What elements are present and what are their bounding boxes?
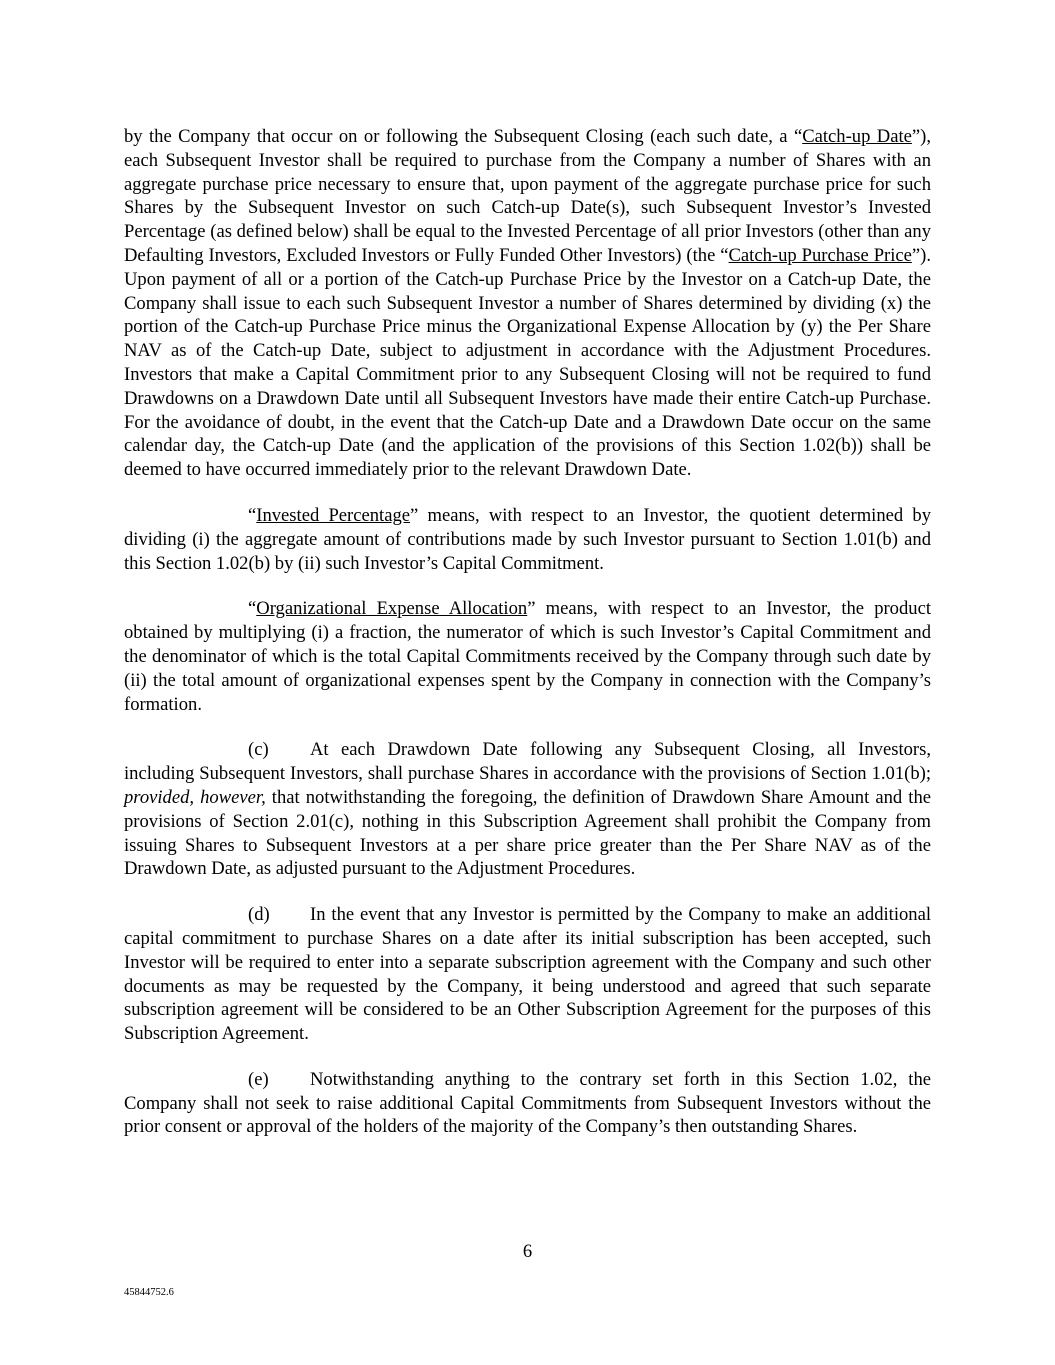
- text: by the Company that occur on or following the Subsequent Closing (each such date, a “: [124, 126, 803, 147]
- document-body: [124, 125, 931, 1161]
- defined-term-catch-up-purchase-price: Catch-up Purchase Price: [728, 244, 912, 266]
- section-label-d: (d): [248, 904, 270, 926]
- text: At each Drawdown Date following any Subsequent Closing, all Investors, including Subsequent Investors, shall purchase Shares in accordance with the provisions of Section 1.01(b);: [124, 739, 931, 785]
- page-number: 6: [522, 1241, 533, 1262]
- text: ” means, with respect to an Investor, the quotient determined by dividing (i) the aggregate amount of contributions made by such Investor pursuant to Section 1.01(b) and this Section 1.02(b) by (ii) such Investor’s Capital Commitment.: [124, 504, 931, 574]
- section-label-e: (e): [248, 1068, 269, 1090]
- defined-term-organizational-expense-allocation: Organizational Expense Allocation: [256, 598, 528, 620]
- paragraph-invested-percentage: [124, 504, 931, 575]
- text: Notwithstanding anything to the contrary set forth in this Section 1.02, the Company shall not seek to raise additional Capital Commitments from Subsequent Investors without the prior consent or approval of the holders of the majority of the Company’s then outstanding Shares.: [124, 1068, 931, 1138]
- open-quote: “: [248, 598, 257, 620]
- section-label-c: (c): [248, 739, 269, 761]
- text: ” means, with respect to an Investor, the product obtained by multiplying (i) a fraction, the numerator of which is such Investor’s Capital Commitment and the denominator of which is the total Capital Commitments received by the Company through such date by (ii) the total amount of organizational expenses spent by the Company in connection with the Company’s formation.: [124, 598, 931, 715]
- document-id: 45844752.6: [124, 1287, 174, 1298]
- paragraph-catch-up: [124, 125, 931, 482]
- open-quote: “: [248, 504, 257, 526]
- italic-proviso: provided, however,: [124, 786, 266, 808]
- paragraph-e: [124, 1068, 931, 1139]
- text: In the event that any Investor is permitted by the Company to make an additional capital commitment to purchase Shares on a date after its initial subscription has been accepted, such Investor will be required to enter into a separate subscription agreement with the Company and such other documents as may be requested by the Company, it being understood and agreed that such separate subscription agreement will be considered to be an Other Subscription Agreement for the purposes of this Subscription Agreement.: [124, 904, 931, 1045]
- text: that notwithstanding the foregoing, the definition of Drawdown Share Amount and the provisions of Section 2.01(c), nothing in this Subscription Agreement shall prohibit the Company from issuing Shares to Subsequent Investors at a per share price greater than the Per Share NAV as of the Drawdown Date, as adjusted pursuant to the Adjustment Procedures.: [124, 786, 932, 880]
- defined-term-invested-percentage: Invested Percentage: [256, 504, 411, 526]
- text: ”), each Subsequent Investor shall be required to purchase from the Company a number of Shares with an aggregate purchase price necessary to ensure that, upon payment of the aggregate purchase price for such Shares by the Subsequent Investor on such Catch-up Date(s), such Subsequent Investor’s Invested Percentage (as defined below) shall be equal to the Invested Percentage of all prior Investors (other than any Defaulting Investors, Excluded Investors or Fully Funded Other Investors) (the “: [124, 126, 932, 266]
- paragraph-d: [124, 903, 931, 1046]
- paragraph-c: [124, 738, 931, 881]
- paragraph-organizational-expense-allocation: [124, 597, 931, 716]
- defined-term-catch-up-date: Catch-up Date: [802, 126, 912, 147]
- text: ”). Upon payment of all or a portion of the Catch-up Purchase Price by the Investor on a Catch-up Date, the Company shall issue to each such Subsequent Investor a number of Shares determined by dividing (x) the portion of the Catch-up Purchase Price minus the Organizational Expense Allocation by (y) the Per Share NAV as of the Catch-up Date, subject to adjustment in accordance with the Adjustment Procedures. Investors that make a Capital Commitment prior to any Subsequent Closing will not be required to fund Drawdowns on a Drawdown Date until all Subsequent Investors have made their entire Catch-up Purchase. For the avoidance of doubt, in the event that the Catch-up Date and a Drawdown Date occur on the same calendar day, the Catch-up Date (and the application of the provisions of this Section 1.02(b)) shall be deemed to have occurred immediately prior to the relevant Drawdown Date.: [124, 244, 931, 481]
